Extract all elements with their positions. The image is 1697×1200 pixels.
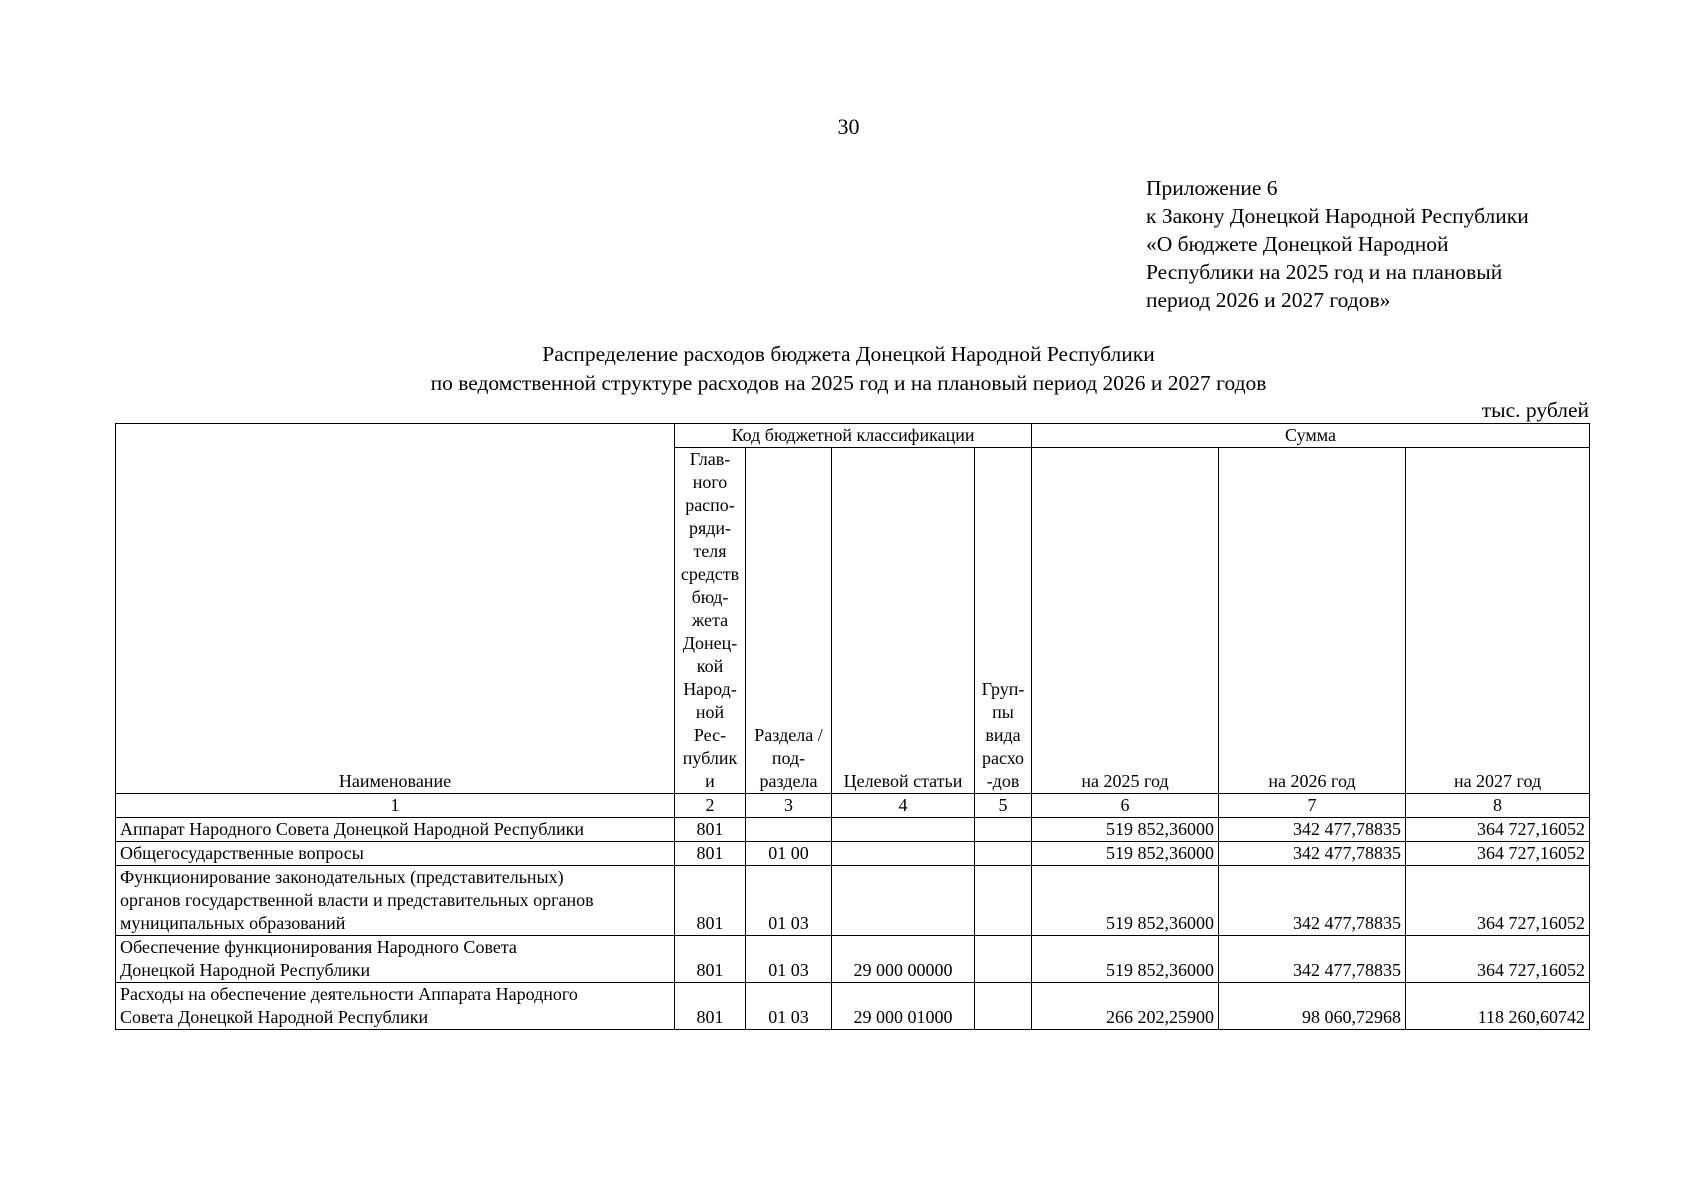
row-name xyxy=(116,983,675,1030)
table-row xyxy=(116,866,1590,936)
header-text: Народ- xyxy=(683,679,737,699)
column-number: 6 xyxy=(1032,794,1219,818)
header-text: -дов xyxy=(986,771,1020,791)
appendix-line: к Закону Донецкой Народной Республики xyxy=(1146,204,1529,228)
row-vr xyxy=(975,842,1032,866)
units-label: тыс. рублей xyxy=(1481,398,1589,422)
column-number: 3 xyxy=(746,794,832,818)
row-2026: 342 477,78835 xyxy=(1219,842,1406,866)
header-text: Рес- xyxy=(693,725,727,745)
row-name-line: Функционирование законодательных (представительных) xyxy=(120,867,564,887)
header-section xyxy=(746,448,832,794)
header-text: под- xyxy=(771,748,806,768)
row-name-line: Донецкой Народной Республики xyxy=(120,960,371,980)
document-title-line-2: по ведомственной структуре расходов на 2025 год и на плановый период 2026 и 2027 годов xyxy=(430,371,1267,395)
header-text: вида xyxy=(985,725,1021,745)
row-name-line: органов государственной власти и представительных органов xyxy=(120,890,594,910)
header-2027: на 2027 год xyxy=(1406,448,1590,794)
row-vr xyxy=(975,936,1032,983)
row-2026: 342 477,78835 xyxy=(1219,866,1406,936)
row-gr: 801 xyxy=(675,866,746,936)
column-number: 2 xyxy=(675,794,746,818)
table-row xyxy=(116,818,1590,842)
row-name-line: муниципальных образований xyxy=(120,913,346,933)
row-name-line: Аппарат Народного Совета Донецкой Народной Республики xyxy=(120,819,584,839)
table-row xyxy=(116,983,1590,1030)
row-section: 01 00 xyxy=(746,842,832,866)
header-text: ряди- xyxy=(688,518,732,538)
header-2026: на 2026 год xyxy=(1219,448,1406,794)
header-target: Целевой статьи xyxy=(832,448,975,794)
row-gr: 801 xyxy=(675,818,746,842)
header-text: распо- xyxy=(685,495,735,515)
appendix-line: Республики на 2025 год и на плановый xyxy=(1146,260,1503,284)
row-section xyxy=(746,818,832,842)
row-2025: 266 202,25900 xyxy=(1032,983,1219,1030)
header-text: Груп- xyxy=(981,679,1025,699)
row-name xyxy=(116,866,675,936)
header-text: Раздела / xyxy=(754,725,823,745)
row-2026: 342 477,78835 xyxy=(1219,936,1406,983)
header-sum-group: Сумма xyxy=(1032,424,1590,448)
page-number: 30 xyxy=(837,114,860,139)
row-vr xyxy=(975,983,1032,1030)
row-name xyxy=(116,842,675,866)
row-2027: 118 260,60742 xyxy=(1406,983,1590,1030)
row-2025: 519 852,36000 xyxy=(1032,818,1219,842)
header-text: Донец- xyxy=(682,633,738,653)
row-name-line: Расходы на обеспечение деятельности Аппарата Народного xyxy=(120,984,578,1004)
budget-table xyxy=(115,423,1590,1030)
column-number: 5 xyxy=(975,794,1032,818)
header-text: средств xyxy=(680,564,740,584)
column-number: 4 xyxy=(832,794,975,818)
header-expense-group xyxy=(975,448,1032,794)
row-vr xyxy=(975,866,1032,936)
header-text: раздела xyxy=(759,771,818,791)
row-gr: 801 xyxy=(675,842,746,866)
column-number: 7 xyxy=(1219,794,1406,818)
header-text: ной xyxy=(695,702,725,722)
header-text: и xyxy=(705,771,715,791)
header-main-manager xyxy=(675,448,746,794)
header-row-top xyxy=(116,424,1590,448)
row-2026: 98 060,72968 xyxy=(1219,983,1406,1030)
row-section: 01 03 xyxy=(746,866,832,936)
header-text: пы xyxy=(992,702,1014,722)
header-text: теля xyxy=(693,541,727,561)
row-section: 01 03 xyxy=(746,936,832,983)
header-text: расхо xyxy=(981,748,1025,768)
table-row xyxy=(116,936,1590,983)
row-section: 01 03 xyxy=(746,983,832,1030)
row-2027: 364 727,16052 xyxy=(1406,842,1590,866)
row-vr xyxy=(975,818,1032,842)
row-2027: 364 727,16052 xyxy=(1406,866,1590,936)
header-name: Наименование xyxy=(116,424,675,794)
document-title xyxy=(0,340,1697,398)
appendix-block xyxy=(1146,174,1529,314)
table-row xyxy=(116,842,1590,866)
header-text: кой xyxy=(696,656,724,676)
row-2027: 364 727,16052 xyxy=(1406,818,1590,842)
row-name-line: Общегосударственные вопросы xyxy=(120,843,364,863)
row-target: 29 000 00000 xyxy=(832,936,975,983)
column-number-row xyxy=(116,794,1590,818)
header-text: жета xyxy=(691,610,729,630)
row-2027: 364 727,16052 xyxy=(1406,936,1590,983)
row-name-line: Обеспечение функционирования Народного Совета xyxy=(120,937,517,957)
row-target xyxy=(832,818,975,842)
row-target xyxy=(832,866,975,936)
row-2025: 519 852,36000 xyxy=(1032,842,1219,866)
appendix-line: период 2026 и 2027 годов» xyxy=(1146,288,1391,312)
row-gr: 801 xyxy=(675,936,746,983)
header-code-group: Код бюджетной классификации xyxy=(675,424,1032,448)
header-text: бюд- xyxy=(691,587,729,607)
row-2026: 342 477,78835 xyxy=(1219,818,1406,842)
row-target xyxy=(832,842,975,866)
header-2025: на 2025 год xyxy=(1032,448,1219,794)
row-target: 29 000 01000 xyxy=(832,983,975,1030)
row-name xyxy=(116,936,675,983)
header-text: ного xyxy=(692,472,728,492)
appendix-line: Приложение 6 xyxy=(1146,176,1278,200)
appendix-line: «О бюджете Донецкой Народной xyxy=(1146,232,1449,256)
header-text: публик xyxy=(682,748,738,768)
column-number: 8 xyxy=(1406,794,1590,818)
row-gr: 801 xyxy=(675,983,746,1030)
row-2025: 519 852,36000 xyxy=(1032,936,1219,983)
row-2025: 519 852,36000 xyxy=(1032,866,1219,936)
row-name xyxy=(116,818,675,842)
column-number: 1 xyxy=(116,794,675,818)
header-text: Глав- xyxy=(689,449,731,469)
row-name-line: Совета Донецкой Народной Республики xyxy=(120,1007,429,1027)
document-title-line-1: Распределение расходов бюджета Донецкой Народной Республики xyxy=(542,342,1155,366)
